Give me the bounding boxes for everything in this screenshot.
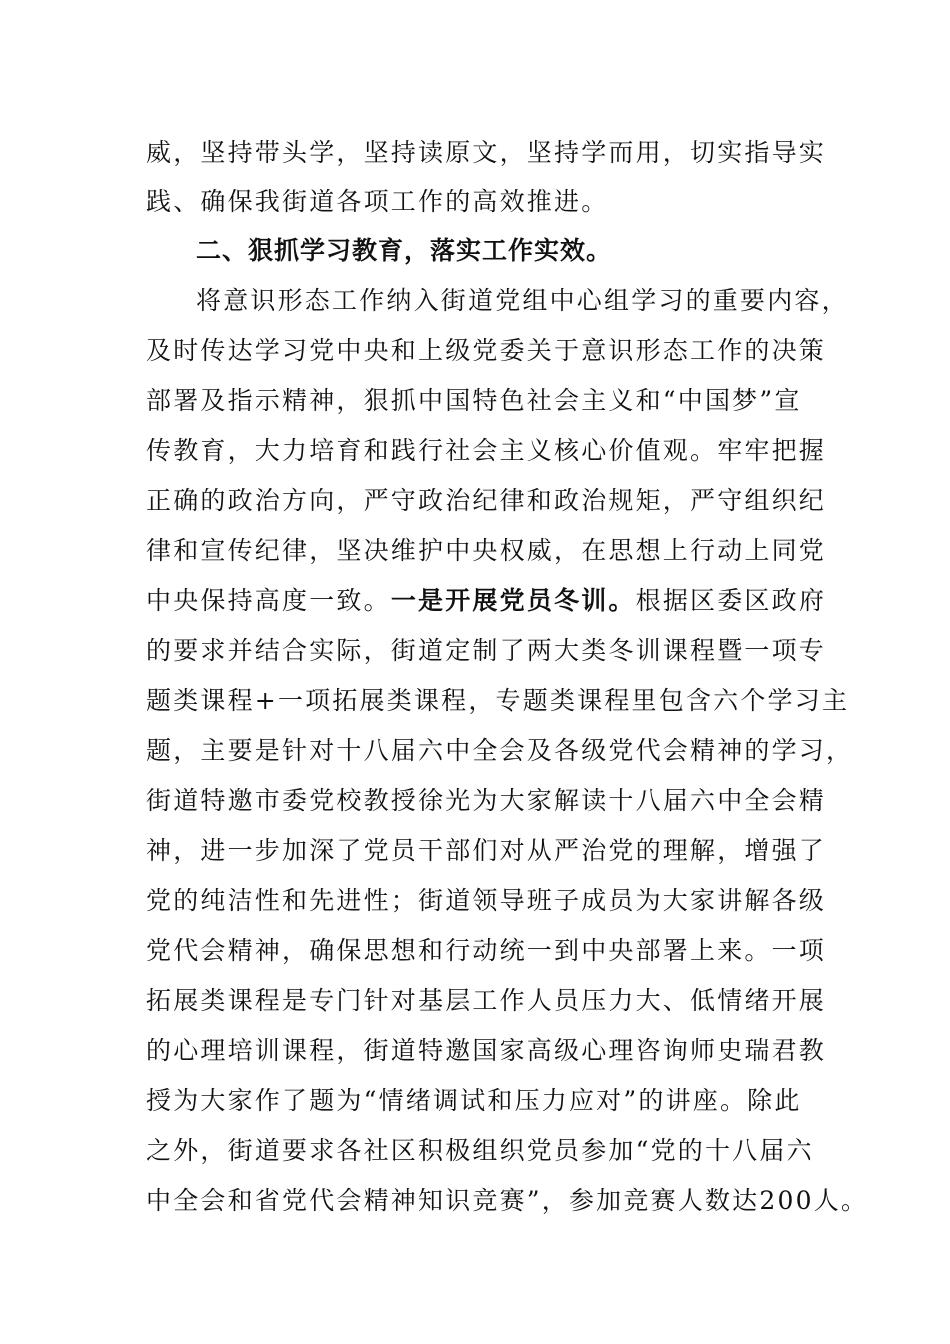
paragraph-line-8: 律和宣传纪律，坚决维护中央权威，在思想上行动上同党 [146,536,827,565]
paragraph-line-1: 威，坚持带头学，坚持读原文，坚持学而用，切实指导实 [146,138,827,167]
paragraph-line-4: 及时传达学习党中央和上级党委关于意识形态工作的决策 [146,336,827,365]
paragraph-line-20: 之外，街道要求各社区积极组织党员参加“党的十八届六 [146,1136,814,1165]
paragraph-line-10: 的要求并结合实际，街道定制了两大类冬训课程暨一项专 [146,636,827,665]
paragraph-line-17: 拓展类课程是专门针对基层工作人员压力大、低情绪开展 [146,986,827,1015]
paragraph-line-5: 部署及指示精神，狠抓中国特色社会主义和“中国梦”宣 [146,386,802,415]
paragraph-line-18: 的心理培训课程，街道特邀国家高级心理咨询师史瑞君教 [146,1036,827,1065]
bold-phrase-winter-training: 一是开展党员冬训。 [390,586,636,615]
paragraph-line-9-text: 中央保持高度一致。 [146,586,391,615]
paragraph-line-9 [146,586,826,616]
paragraph-line-11: 题类课程+一项拓展类课程，专题类课程里包含六个学习主 [146,686,850,715]
paragraph-line-15: 党的纯洁性和先进性；街道领导班子成员为大家讲解各级 [146,886,827,915]
paragraph-line-14: 神，进一步加深了党员干部们对从严治党的理解，增强了 [146,836,827,865]
paragraph-line-3: 将意识形态工作纳入街道党组中心组学习的重要内容， [196,286,849,315]
paragraph-line-2: 践、确保我街道各项工作的高效推进。 [146,187,609,216]
paragraph-line-19: 授为大家作了题为“情绪调试和压力应对”的讲座。除此 [146,1086,802,1115]
paragraph-line-16: 党代会精神，确保思想和行动统一到中央部署上来。一项 [146,936,827,965]
paragraph-line-7: 正确的政治方向，严守政治纪律和政治规矩，严守组织纪 [146,486,827,515]
paragraph-line-6: 传教育，大力培育和践行社会主义核心价值观。牢牢把握 [146,436,827,465]
paragraph-line-9-tail: 根据区委区政府 [635,586,827,615]
section-heading: 二、狠抓学习教育，落实工作实效。 [196,236,613,265]
paragraph-line-13: 街道特邀市委党校教授徐光为大家解读十八届六中全会精 [146,786,827,815]
paragraph-line-21: 中全会和省党代会精神知识竞赛”，参加竞赛人数达200人。 [146,1186,869,1215]
paragraph-line-12: 题，主要是针对十八届六中全会及各级党代会精神的学习， [146,736,854,765]
